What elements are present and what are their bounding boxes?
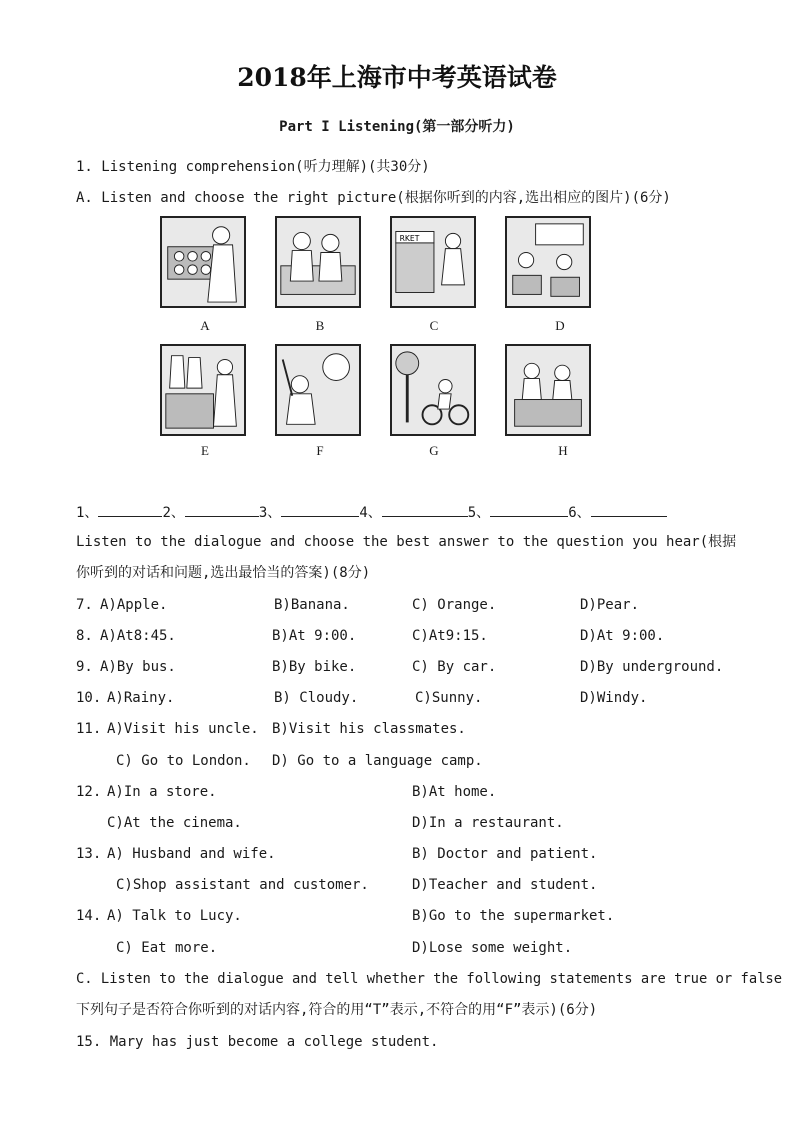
option-d: D)At 9:00. xyxy=(580,628,665,644)
clothes-shop-picture xyxy=(160,344,246,436)
picnic-picture xyxy=(505,344,591,436)
option-a: A)Rainy. xyxy=(107,690,175,706)
option-b: B)Banana. xyxy=(274,597,350,613)
picture-label-b: B xyxy=(315,318,325,333)
option-d: D)Lose some weight. xyxy=(412,940,573,956)
question-number: 8. xyxy=(76,628,93,644)
question-number: 12. xyxy=(76,784,102,800)
option-d: D)Teacher and student. xyxy=(412,877,598,893)
question-number: 7. xyxy=(76,597,93,613)
option-a: A)Visit his uncle. xyxy=(107,721,259,737)
section-a-heading: A. Listen and choose the right picture(根据你听到的内容,选出相应的图片)(6分) xyxy=(76,190,671,206)
option-c: C)At the cinema. xyxy=(107,815,242,831)
option-a: A)Apple. xyxy=(100,597,168,613)
picture-label-h: H xyxy=(558,443,568,458)
baking-tray-picture xyxy=(160,216,246,308)
section-c-heading-line2: 下列句子是否符合你听到的对话内容,符合的用“T”表示,不符合的用“F”表示)(6分) xyxy=(76,1002,598,1018)
section-1-heading: 1. Listening comprehension(听力理解)(共30分) xyxy=(76,159,430,175)
option-b: B)By bike. xyxy=(272,659,357,675)
option-d: D)Windy. xyxy=(580,690,648,706)
answer-blanks-row xyxy=(76,502,667,522)
option-c: C) By car. xyxy=(412,659,497,675)
picture-label-g: G xyxy=(429,443,439,458)
picture-label-e: E xyxy=(201,443,209,458)
answer-blank-3[interactable] xyxy=(281,502,359,517)
option-b: B) Doctor and patient. xyxy=(412,846,598,862)
answer-blank-4[interactable] xyxy=(382,502,468,517)
question-number: 9. xyxy=(76,659,93,675)
picture-label-a: A xyxy=(200,318,210,333)
boy-cycling-picture xyxy=(390,344,476,436)
question-15: 15. Mary has just become a college student. xyxy=(76,1034,439,1050)
blank-label-2: 2、 xyxy=(162,505,185,521)
question-number: 10. xyxy=(76,690,102,706)
blank-label-4: 4、 xyxy=(359,505,382,521)
answer-blank-2[interactable] xyxy=(185,502,259,517)
picture-label-f: F xyxy=(316,443,324,458)
friends-on-sofa-picture xyxy=(275,216,361,308)
question-number: 14. xyxy=(76,908,102,924)
option-a: A) Husband and wife. xyxy=(107,846,276,862)
classroom-picture xyxy=(505,216,591,308)
option-c: C)Sunny. xyxy=(415,690,483,706)
blank-label-5: 5、 xyxy=(467,505,491,521)
section-b-heading-line1: Listen to the dialogue and choose the best answer to the question you hear(根据 xyxy=(76,534,737,550)
option-a: A)In a store. xyxy=(107,784,217,800)
option-c: C) Go to London. xyxy=(116,753,251,769)
option-a: A) Talk to Lucy. xyxy=(107,908,242,924)
picture-label-c: C xyxy=(429,318,439,333)
option-b: B)At home. xyxy=(412,784,497,800)
answer-blank-5[interactable] xyxy=(490,502,568,517)
option-a: A)By bus. xyxy=(100,659,176,675)
part-title: Part I Listening(第一部分听力) xyxy=(279,119,515,135)
option-d: D) Go to a language camp. xyxy=(272,753,483,769)
option-c: C) Orange. xyxy=(412,597,497,613)
option-b: B)Go to the supermarket. xyxy=(412,908,615,924)
question-number: 11. xyxy=(76,721,102,737)
option-b: B) Cloudy. xyxy=(274,690,359,706)
option-d: D)By underground. xyxy=(580,659,724,675)
option-c: C)Shop assistant and customer. xyxy=(116,877,369,893)
blank-label-3: 3、 xyxy=(258,505,282,521)
girl-at-market-picture xyxy=(390,216,476,308)
svg-text:RKET: RKET xyxy=(399,234,420,244)
picture-label-d: D xyxy=(555,318,565,333)
option-d: D)In a restaurant. xyxy=(412,815,564,831)
option-a: A)At8:45. xyxy=(100,628,176,644)
woman-waving-picture xyxy=(275,344,361,436)
option-b: B)At 9:00. xyxy=(272,628,357,644)
question-number: 13. xyxy=(76,846,102,862)
section-b-heading-line2: 你听到的对话和问题,选出最恰当的答案)(8分) xyxy=(76,565,371,581)
section-c-heading-line1: C. Listen to the dialogue and tell whether the following statements are true or false xyxy=(76,971,783,987)
answer-blank-1[interactable] xyxy=(98,502,162,517)
exam-title: 2018年上海市中考英语试卷 xyxy=(237,63,557,92)
answer-blank-6[interactable] xyxy=(591,502,667,517)
option-d: D)Pear. xyxy=(580,597,640,613)
blank-label-1: 1、 xyxy=(76,505,99,521)
option-c: C)At9:15. xyxy=(412,628,488,644)
option-c: C) Eat more. xyxy=(116,940,218,956)
option-b: B)Visit his classmates. xyxy=(272,721,466,737)
blank-label-6: 6、 xyxy=(568,505,591,521)
